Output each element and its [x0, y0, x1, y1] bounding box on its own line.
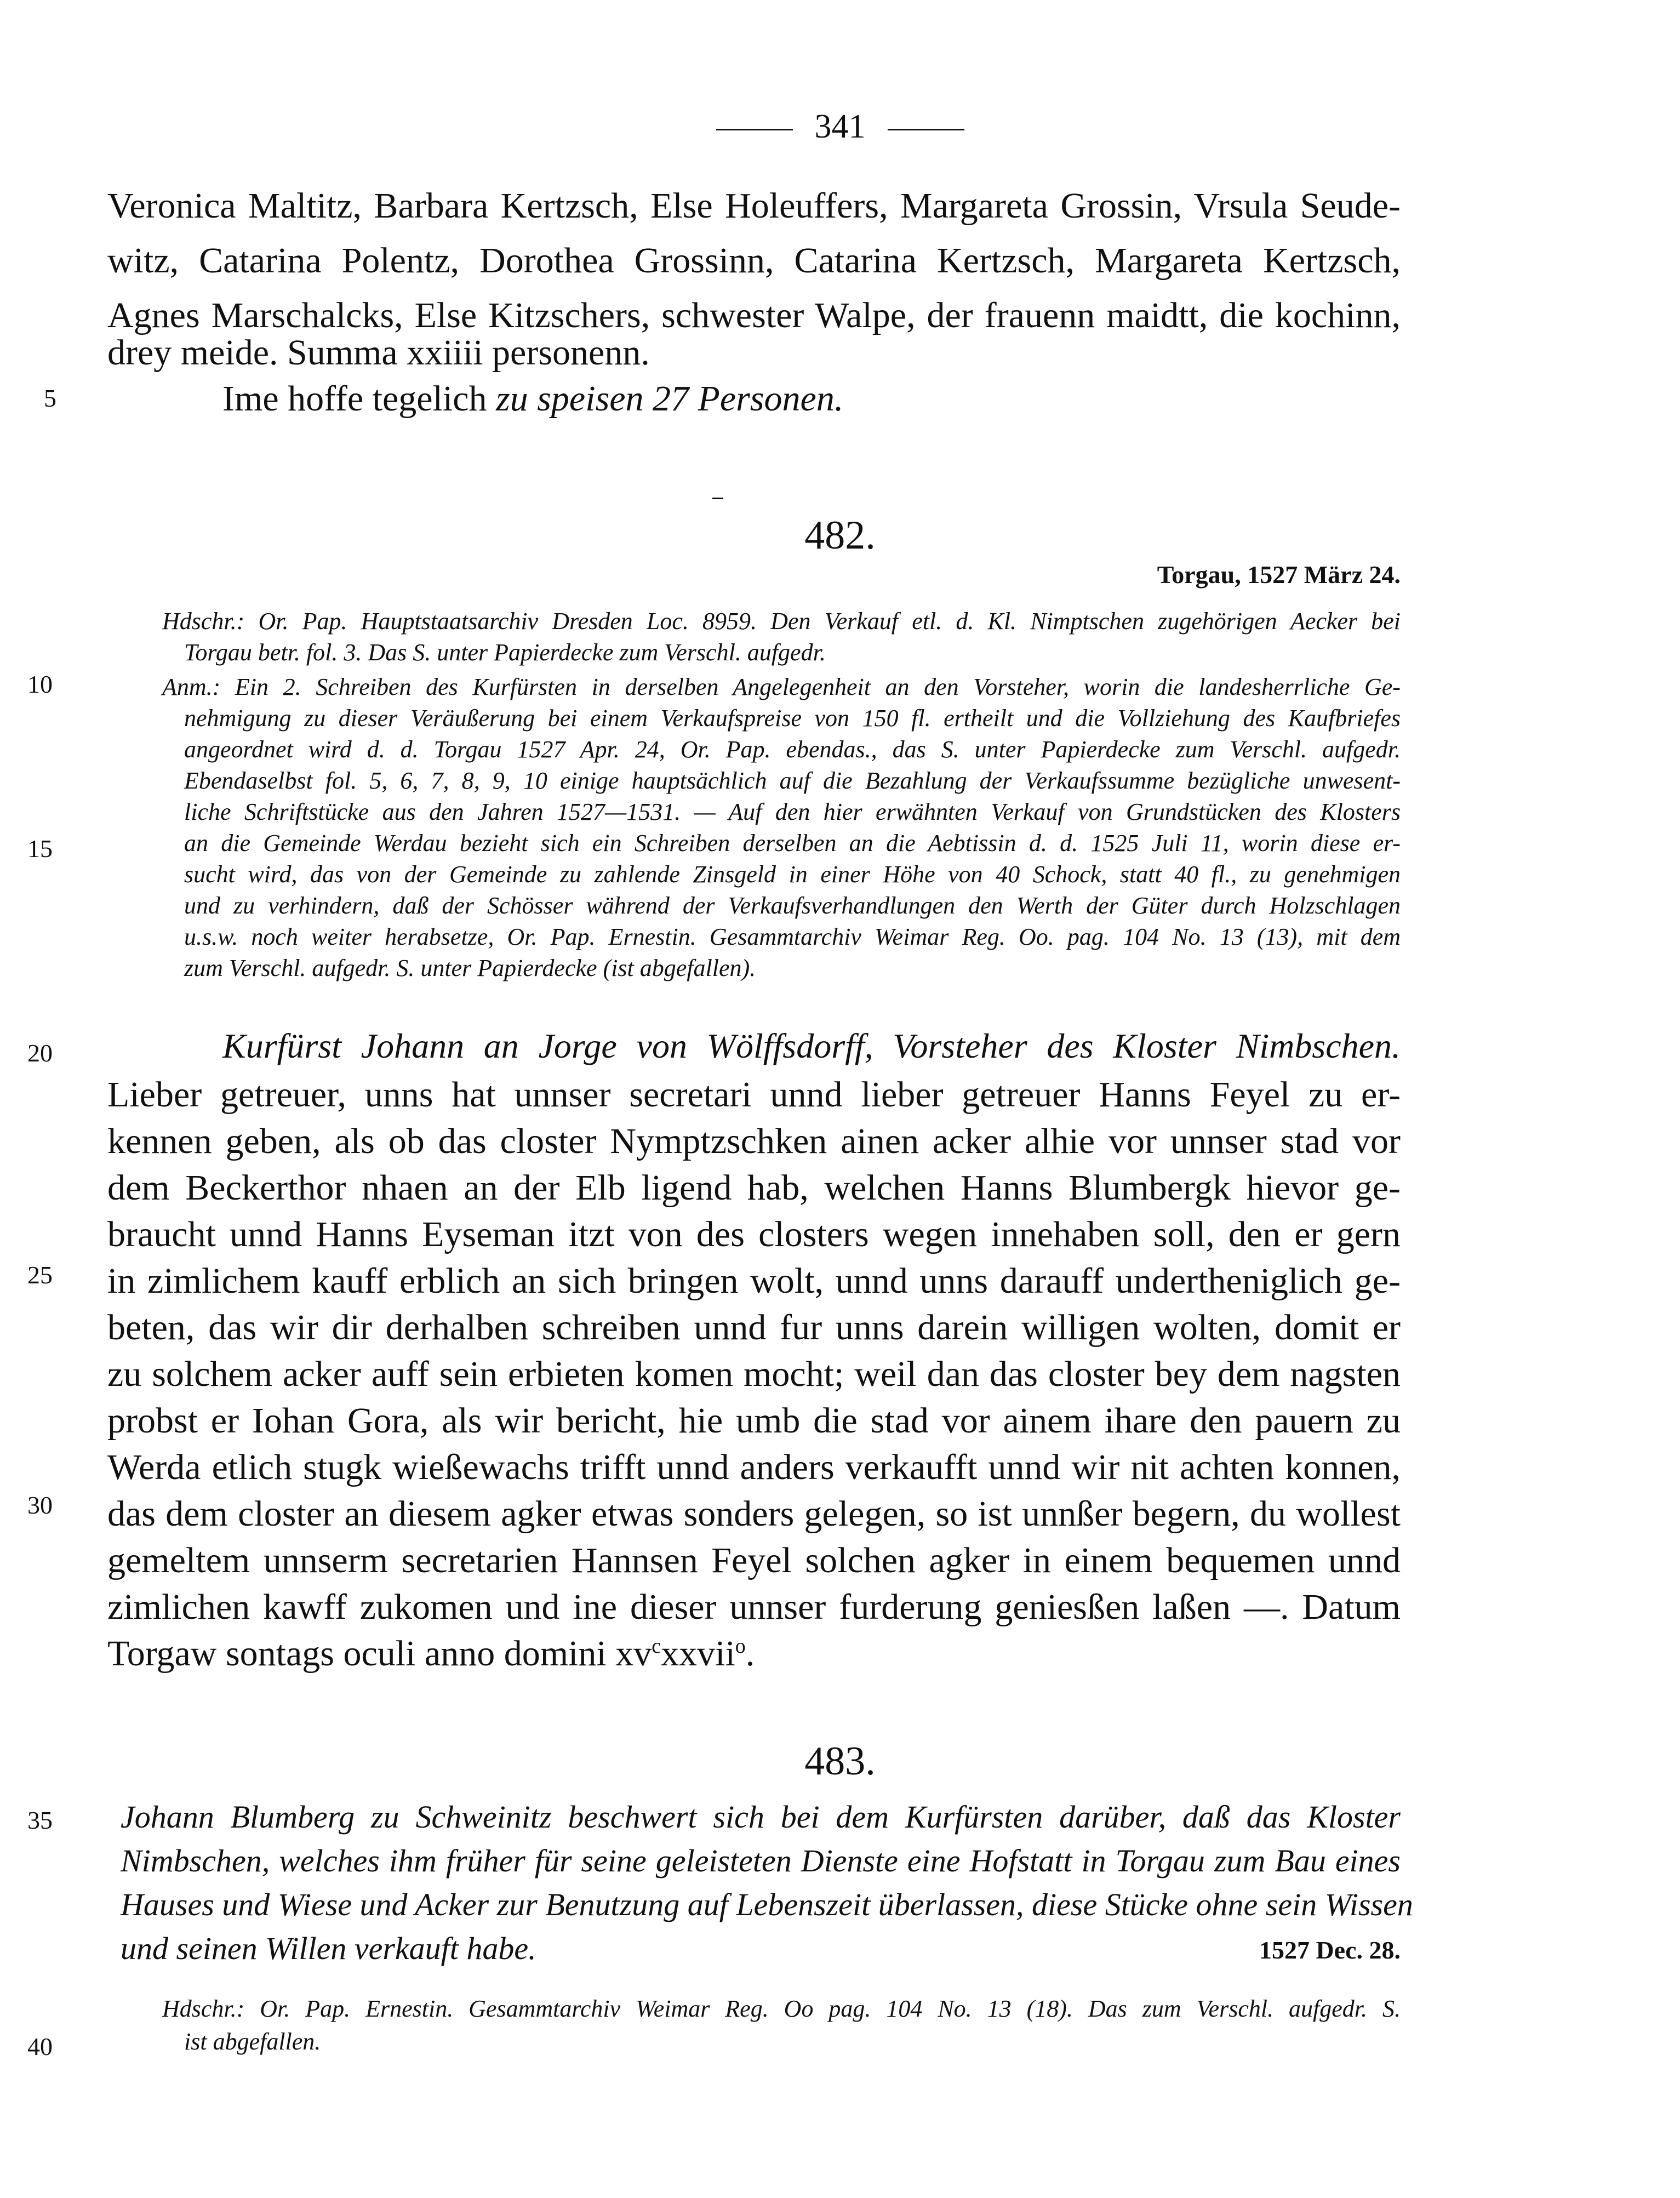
dating-text: Torgaw sontags oculi anno domini xv — [107, 1634, 652, 1674]
summary-line: Hauses und Wiese und Acker zur Benutzung auf Lebenszeit überlassen, diese Stücke ohne sein Wissen — [121, 1887, 1413, 1922]
note-line: Ebendaselbst fol. 5, 6, 7, 8, 9, 10 einige hauptsächlich auf die Bezahlung der Verkaufssumme bezügliche unwesent- — [184, 767, 1401, 794]
note-line: ist abgefallen. — [184, 2028, 321, 2055]
summary-line: und seinen Willen verkauft habe. — [121, 1931, 536, 1966]
body-line: gemeltem unnserm secretarien Hannsen Feyel solchen agker in einem bequemen unnd — [107, 1540, 1401, 1580]
body-line: kennen geben, als ob das closter Nymptzschken ainen acker alhie vor unnser stad vor — [107, 1121, 1401, 1161]
note-line: zum Verschl. aufgedr. S. unter Papierdecke (ist abgefallen). — [184, 955, 756, 981]
page-number-text: 341 — [814, 108, 866, 145]
body-line: dem Beckerthor nhaen an der Elb ligend hab, welchen Hanns Blumbergk hievor ge- — [107, 1168, 1401, 1208]
page-number — [0, 107, 1680, 146]
text-line — [222, 378, 1516, 420]
text-line-roman: Ime hoffe tegelich — [222, 379, 496, 419]
superscript: c — [652, 1635, 661, 1658]
dating-text: . — [745, 1634, 755, 1674]
document-title: Kurfürst Johann an Jorge von Wölffsdorff, Vorsteher des Kloster Nimbschen. — [222, 1026, 1401, 1065]
folio-rule-left — [716, 129, 793, 130]
note-line: an die Gemeinde Werdau bezieht sich ein Schreiben derselben an die Aebtissin d. d. 1525 Juli 11, worin diese er- — [184, 830, 1401, 857]
line-number: 10 — [27, 670, 53, 698]
superscript: o — [735, 1635, 746, 1658]
note-line: liche Schriftstücke aus den Jahren 1527—1531. — Auf den hier erwähnten Verkauf von Grundstücken des Klosters — [184, 798, 1401, 825]
line-number: 15 — [27, 835, 53, 863]
text-line: Agnes Marschalcks, Else Kitzschers, schwester Walpe, der frauenn maidtt, die kochinn, — [107, 295, 1401, 335]
body-line: zu solchem acker auff sein erbieten komen mocht; weil dan das closter bey dem nagsten — [107, 1354, 1401, 1394]
note-line: sucht wird, das von der Gemeinde zu zahlende Zinsgeld in einer Höhe von 40 Schock, statt 40 fl., zu genehmigen — [184, 861, 1401, 888]
body-line: probst er Iohan Gora, als wir bericht, hie umb die stad vor ainem ihare den pauern zu — [107, 1401, 1401, 1441]
line-number: 25 — [27, 1261, 53, 1289]
body-line: braucht unnd Hanns Eyseman itzt von des closters wegen innehaben soll, den er gern — [107, 1214, 1401, 1254]
line-number: 35 — [27, 1806, 53, 1834]
line-number: 20 — [27, 1039, 53, 1067]
body-line — [107, 1633, 1401, 1675]
body-line: zimlichen kawff zukomen und ine dieser unnser furderung geniesßen laßen —. Datum — [107, 1587, 1401, 1627]
note-line: und zu verhindern, daß der Schösser während der Verkaufsverhandlungen den Werth der Güter durch Holzschlagen — [184, 892, 1401, 919]
summary-line: Johann Blumberg zu Schweinitz beschwert sich bei dem Kurfürsten darüber, daß das Kloster — [121, 1799, 1401, 1835]
line-number: 30 — [27, 1491, 53, 1519]
document-number: 483. — [804, 1739, 876, 1784]
document-date: Torgau, 1527 März 24. — [1157, 561, 1401, 589]
body-line: in zimlichem kauff erblich an sich bringen wolt, unnd unns darauff undertheniglich ge- — [107, 1261, 1401, 1301]
note-line: Anm.: Ein 2. Schreiben des Kurfürsten in derselben Angelegenheit an den Vorsteher, worin die landesherrliche Ge- — [162, 673, 1401, 700]
text-line: witz, Catarina Polentz, Dorothea Grossinn, Catarina Kertzsch, Margareta Kertzsch, — [107, 241, 1401, 281]
summary-line: Nimbschen, welches ihm früher für seine geleisteten Dienste eine Hofstatt in Torgau zum Bau eines — [121, 1843, 1401, 1879]
note-line: nehmigung zu dieser Veräußerung bei einem Verkaufspreise von 150 fl. ertheilt und die Vollziehung des Kaufbriefes — [184, 705, 1401, 732]
text-line: drey meide. Summa xxiiii personenn. — [107, 333, 650, 373]
line-number: 40 — [27, 2033, 53, 2060]
body-line: Lieber getreuer, unns hat unnser secretari unnd lieber getreuer Hanns Feyel zu er- — [107, 1075, 1401, 1115]
line-number: 5 — [44, 384, 56, 412]
body-line: Werda etlich stugk wießewachs trifft unnd anders verkaufft unnd wir nit achten konnen, — [107, 1447, 1401, 1487]
note-line: u.s.w. noch weiter herabsetze, Or. Pap. Ernestin. Gesammtarchiv Weimar Reg. Oo. pag. 104 No. 13 (13), mit dem — [184, 923, 1401, 950]
folio-rule-right — [888, 129, 964, 130]
body-line: beten, das wir dir derhalben schreiben unnd fur unns darein willigen wolten, domit er — [107, 1308, 1401, 1348]
note-line: Hdschr.: Or. Pap. Ernestin. Gesammtarchiv Weimar Reg. Oo pag. 104 No. 13 (18). Das zum Verschl. aufgedr. S. — [162, 1995, 1401, 2022]
note-line: Hdschr.: Or. Pap. Hauptstaatsarchiv Dresden Loc. 8959. Den Verkauf etl. d. Kl. Nimptschen zugehörigen Aecker bei — [162, 608, 1401, 635]
text-line-italic: zu speisen 27 Personen. — [496, 379, 844, 419]
text-line: Veronica Maltitz, Barbara Kertzsch, Else Holeuffers, Margareta Grossin, Vrsula Seude- — [107, 186, 1401, 226]
body-line: das dem closter an diesem agker etwas sonders gelegen, so ist unnßer begern, du wollest — [107, 1494, 1401, 1534]
document-number: 482. — [804, 513, 876, 558]
note-line: Torgau betr. fol. 3. Das S. unter Papierdecke zum Verschl. aufgedr. — [184, 639, 826, 666]
dating-text: xxvii — [661, 1634, 735, 1674]
document-date: 1527 Dec. 28. — [1259, 1936, 1401, 1964]
stray-mark — [712, 498, 723, 499]
note-line: angeordnet wird d. d. Torgau 1527 Apr. 24, Or. Pap. ebendas., das S. unter Papierdecke zum Verschl. aufgedr. — [184, 736, 1401, 763]
